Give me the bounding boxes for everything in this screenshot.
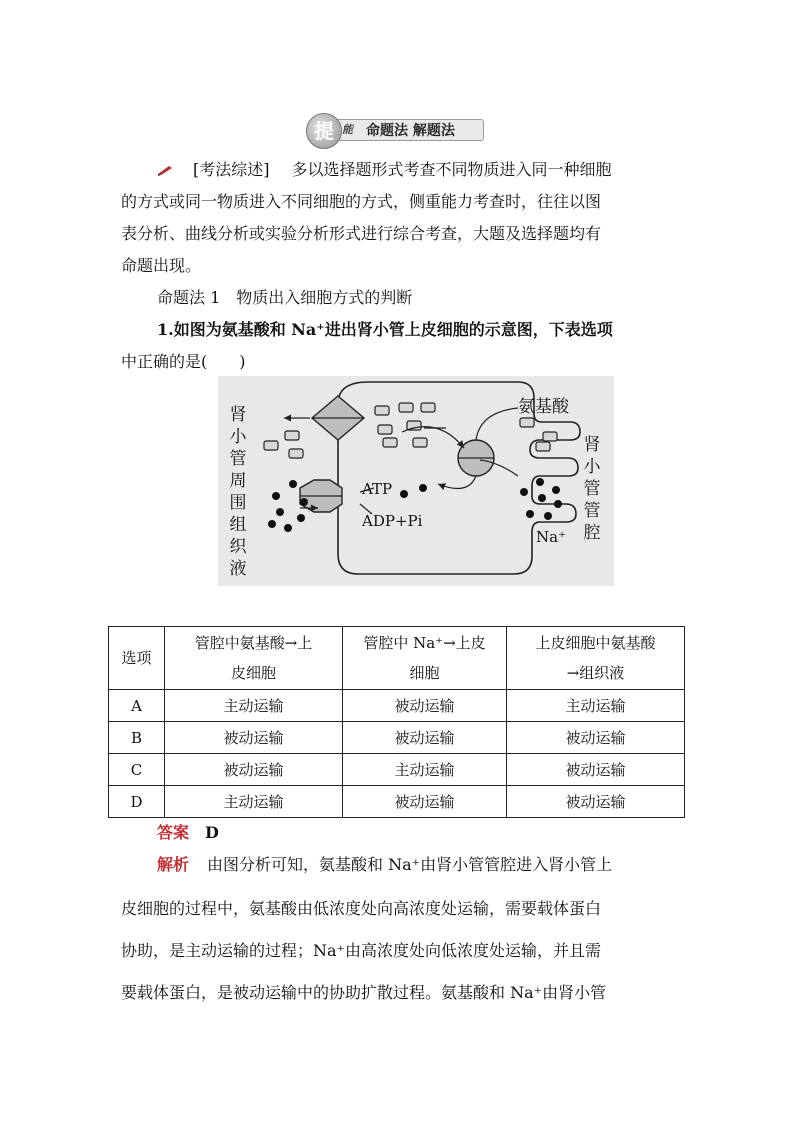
right-label: 肾 小 管 管 腔: [583, 435, 601, 543]
atp-label: ATP: [362, 480, 393, 498]
table-header-row: [109, 627, 685, 690]
intro-line-2: 的方式或同一物质进入不同细胞的方式，侧重能力考查时，往往以图: [121, 192, 602, 211]
analysis-label: 解析: [157, 855, 190, 874]
cell-diagram: [218, 376, 614, 586]
analysis-line-1: [157, 852, 612, 875]
intro-label: [考法综述]: [193, 160, 270, 179]
options-table: [108, 626, 685, 818]
amino-acid-label: 氨基酸: [518, 397, 569, 417]
pen-icon: [157, 164, 175, 176]
method-heading: 命题法 1 物质出入细胞方式的判断: [157, 288, 413, 307]
intro-line-1: [157, 157, 612, 180]
table-header-option: 选项: [109, 627, 165, 690]
section-banner: [306, 117, 486, 141]
table-header-na-in: 管腔中 Na⁺→上皮 细胞: [343, 627, 507, 690]
sodium-label: Na⁺: [536, 528, 566, 546]
table-row: D 主动运输 被动运输 被动运输: [109, 786, 685, 818]
answer-label: 答案: [157, 823, 190, 842]
adp-label: ADP+Pi: [362, 512, 423, 530]
intro-text-1: 多以选择题形式考查不同物质进入同一种细胞: [291, 160, 612, 179]
table-header-amino-out: 上皮细胞中氨基酸 →组织液: [507, 627, 685, 690]
table-row: A 主动运输 被动运输 主动运输: [109, 690, 685, 722]
table-header-amino-in: 管腔中氨基酸→上 皮细胞: [165, 627, 343, 690]
answer-line: [157, 820, 219, 843]
analysis-line-3: 协助，是主动运输的过程；Na⁺由高浓度处向低浓度处运输，并且需: [121, 941, 601, 960]
table-row: B 被动运输 被动运输 被动运输: [109, 722, 685, 754]
answer-value: D: [205, 823, 219, 842]
analysis-text-1: 由图分析可知，氨基酸和 Na⁺由肾小管管腔进入肾小管上: [207, 855, 613, 874]
amino-acid-rects: [264, 403, 557, 458]
question-line-2: 中正确的是( ): [121, 352, 246, 371]
table-row: C 被动运输 主动运输 被动运输: [109, 754, 685, 786]
banner-seal: 提: [306, 113, 342, 149]
left-label: 肾 小 管 周 围 组 织 液: [229, 405, 247, 579]
intro-line-4: 命题出现。: [121, 256, 202, 275]
banner-title: 命题法 解题法: [366, 123, 455, 139]
analysis-line-2: 皮细胞的过程中，氨基酸由低浓度处向高浓度处运输，需要载体蛋白: [121, 899, 602, 918]
analysis-line-4: 要载体蛋白，是被动运输中的协助扩散过程。氨基酸和 Na⁺由肾小管: [121, 983, 607, 1002]
question-line-1: 1.如图为氨基酸和 Na⁺进出肾小管上皮细胞的示意图，下表选项: [157, 320, 613, 339]
banner-tag: 能: [342, 123, 353, 136]
intro-line-3: 表分析、曲线分析或实验分析形式进行综合考查，大题及选择题均有: [121, 224, 602, 243]
